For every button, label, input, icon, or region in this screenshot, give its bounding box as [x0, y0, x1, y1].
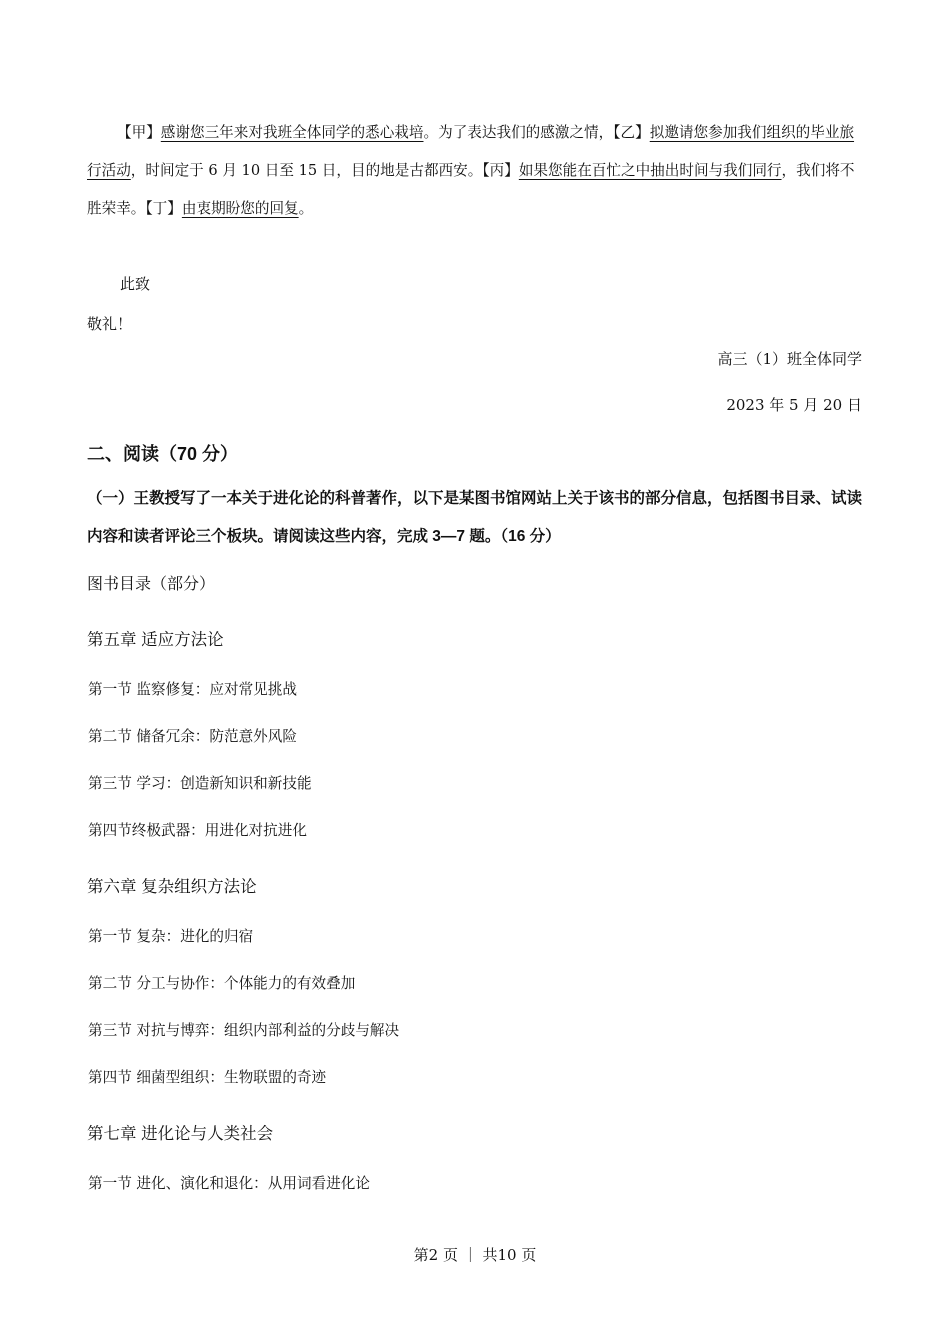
- chapter-title: 第五章 适应方法论: [87, 631, 224, 649]
- sentence-yi: 拟邀请您参加我们组织的毕业旅行活动: [87, 124, 855, 179]
- closing-line-1: 此致: [120, 275, 151, 293]
- toc-item: 第三节 学习：创造新知识和新技能: [88, 775, 312, 792]
- letter-body: [87, 114, 862, 228]
- letter-text-end: 。: [298, 200, 314, 217]
- chapter-title: 第六章 复杂组织方法论: [87, 878, 257, 896]
- closing-line-2: 敬礼！: [87, 315, 133, 333]
- toc-item: 第一节 复杂：进化的归宿: [88, 928, 254, 945]
- section-intro: （一）王教授写了一本关于进化论的科普著作，以下是某图书馆网站上关于该书的部分信息，包括图书目录、试读内容和读者评论三个板块。请阅读这些内容，完成 3—7 题。（16 分）: [87, 490, 863, 545]
- toc-title: 图书目录（部分）: [87, 576, 216, 593]
- letter-text-1: 。为了表达我们的感激之情，: [423, 124, 614, 141]
- mark-yi: 【乙】: [613, 124, 650, 141]
- section-title: 二、阅读（70 分）: [87, 444, 239, 464]
- page-footer: 第2 页 ｜ 共10 页: [413, 1246, 537, 1264]
- sentence-jia: 感谢您三年来对我班全体同学的悉心栽培: [160, 124, 424, 141]
- chapter-title: 第七章 进化论与人类社会: [87, 1125, 274, 1143]
- signature: 高三（1）班全体同学: [717, 350, 862, 368]
- letter-text-3: ，我们将不胜荣幸。: [87, 162, 855, 217]
- toc-item: 第一节 进化、演化和退化：从用词看进化论: [88, 1175, 370, 1192]
- mark-jia: 【甲】: [117, 124, 161, 141]
- sentence-ding: 由衷期盼您的回复: [181, 200, 299, 217]
- mark-bing: 【丙】: [482, 162, 519, 179]
- toc-item: 第二节 分工与协作：个体能力的有效叠加: [88, 975, 356, 992]
- sentence-bing: 如果您能在百忙之中抽出时间与我们同行: [518, 162, 782, 179]
- mark-ding: 【丁】: [145, 200, 182, 217]
- toc-item: 第一节 监察修复：应对常见挑战: [88, 681, 297, 698]
- toc-item: 第四节终极武器：用进化对抗进化: [88, 822, 307, 839]
- toc-item: 第三节 对抗与博弈：组织内部利益的分歧与解决: [88, 1022, 400, 1039]
- toc-item: 第四节 细菌型组织：生物联盟的奇迹: [88, 1069, 327, 1086]
- letter-date: 2023 年 5 月 20 日: [726, 396, 862, 414]
- toc-item: 第二节 储备冗余：防范意外风险: [88, 728, 297, 745]
- letter-text-2: ，时间定于 6 月 10 日至 15 日，目的地是古都西安。: [130, 162, 483, 179]
